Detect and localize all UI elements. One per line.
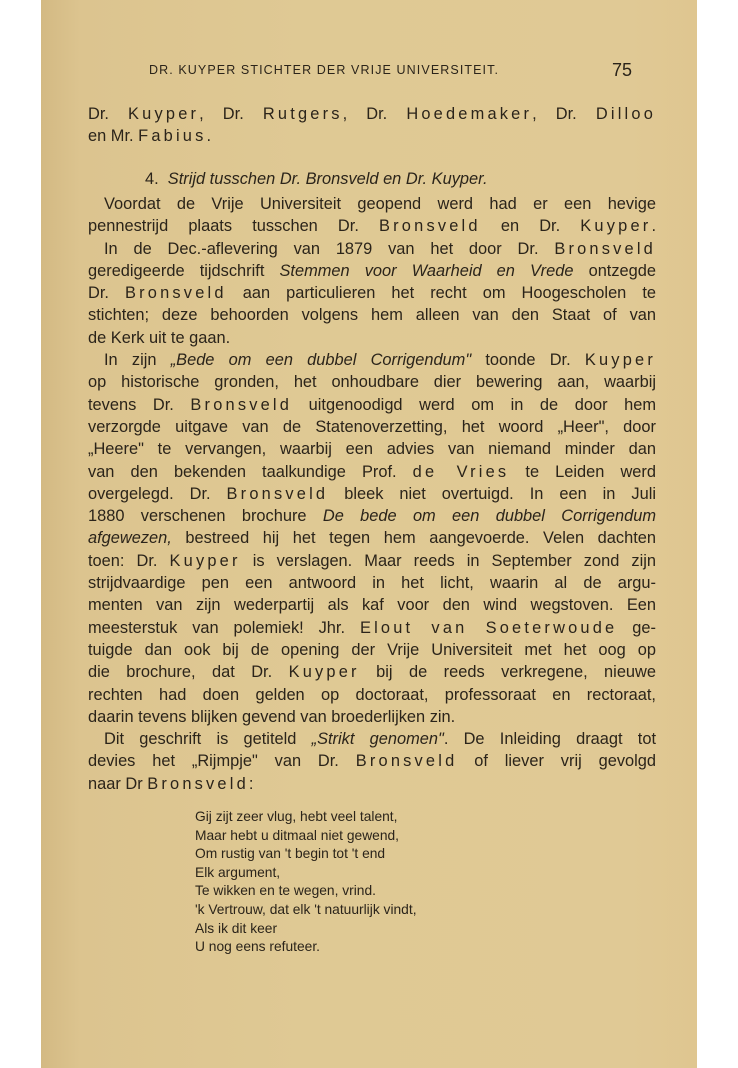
intro-paragraph (88, 103, 656, 148)
poem-quote (195, 808, 417, 957)
poem-line: Gij zijt zeer vlug, hebt veel talent, (195, 809, 398, 824)
text-line (88, 215, 656, 237)
italic-text: „Strikt genomen" (311, 730, 444, 749)
text-segment: en Mr. (88, 127, 139, 146)
text-line (88, 706, 656, 728)
text-line (88, 282, 656, 304)
text-line (88, 773, 656, 795)
text-segment: meesterstuk van polemiek! Jhr. (88, 618, 360, 637)
text-segment: Voordat de Vrije Universiteit geopend werd had er een hevige (104, 195, 656, 213)
text-line (88, 349, 656, 371)
text-segment: , Dr. (342, 105, 407, 123)
section-number: 4. (145, 170, 159, 188)
spaced-name: Kuyper (169, 551, 241, 570)
book-page (41, 0, 697, 1068)
text-segment: tuigde dan ook bij de opening der Vrije Universiteit met het oog op (88, 640, 656, 659)
text-segment: , Dr. (532, 105, 596, 123)
spaced-name: Rutgers (262, 105, 343, 123)
running-header: DR. KUYPER STICHTER DER VRIJE UNIVERSITEIT. (148, 63, 500, 77)
spaced-name: Kuyper (584, 351, 656, 370)
text-segment: : (248, 774, 254, 793)
text-segment: Dr. (88, 105, 129, 123)
spaced-name: Kuyper (128, 105, 200, 123)
text-line (88, 371, 656, 393)
italic-text: afgewezen, (88, 529, 172, 548)
text-segment: devies het „Rijmpje" van Dr. (88, 752, 356, 771)
text-segment: 1880 verschenen brochure (88, 507, 323, 526)
text-segment: daarin tevens blijken gevend van broederlijken zin. (88, 707, 456, 726)
text-segment: , Dr. (199, 105, 263, 123)
text-segment: pennestrijd plaats tusschen Dr. (88, 217, 380, 236)
text-segment: bij de reeds verkregene, nieuwe (359, 663, 656, 682)
text-segment: overgelegd. Dr. (88, 484, 227, 503)
text-line (88, 617, 656, 639)
text-segment: die brochure, dat Dr. (88, 663, 289, 682)
spaced-name: Kuyper (288, 663, 360, 682)
text-line (88, 594, 656, 616)
poem-line: Te wikken en te wegen, vrind. (195, 883, 376, 899)
text-line (88, 684, 656, 706)
spaced-name: Bronsveld (554, 239, 656, 258)
text-segment: In de Dec.-aflevering van 1879 van het door Dr. (104, 239, 555, 258)
text-segment: rechten had doen gelden op doctoraat, professoraat en rectoraat, (88, 685, 656, 704)
text-segment: de Kerk uit te gaan. (88, 328, 231, 347)
text-segment: is verslagen. Maar reeds in September zond zijn (240, 551, 656, 570)
body-text (88, 193, 656, 795)
text-segment: . (206, 127, 212, 146)
text-segment: bestreed hij het tegen hem aangevoerde. Velen dachten (171, 529, 656, 548)
text-segment: aan particulieren het recht om Hoogescholen te (226, 284, 657, 303)
text-segment: ontzegde (573, 261, 657, 280)
section-title: Strijd tusschen Dr. Bronsveld en Dr. Kuyper. (167, 170, 488, 188)
text-line (88, 394, 656, 416)
text-line (88, 527, 656, 549)
poem-line: Om rustig van 't begin tot 't end (195, 846, 386, 862)
text-segment: naar Dr (88, 774, 148, 793)
text-segment: te Leiden werd (509, 462, 656, 481)
text-line (88, 416, 656, 438)
text-line (88, 728, 656, 750)
text-line (88, 461, 656, 483)
text-line (88, 304, 656, 326)
text-line (88, 193, 656, 215)
spaced-name: Bronsveld (355, 752, 458, 771)
italic-text: Stemmen voor Waarheid en Vrede (279, 261, 574, 280)
text-segment: . (651, 217, 656, 236)
spaced-name: Bronsveld (190, 395, 293, 414)
spaced-name: Bronsveld (147, 774, 249, 793)
text-segment: op historische gronden, het onhoudbare dier bewering aan, waarbij (88, 373, 656, 392)
text-segment: tevens Dr. (88, 395, 191, 414)
italic-text: De bede om een dubbel Corrigendum (322, 507, 656, 526)
poem-line: Als ik dit keer (195, 920, 278, 936)
text-segment: menten van zijn wederpartij als kaf voor den wind wegstoven. Een (88, 596, 656, 615)
text-segment: „Heere" te vervangen, waarbij een advies van niemand minder dan (88, 440, 656, 459)
text-segment: uitgenoodigd werd om in de door hem (292, 395, 657, 414)
text-line (88, 103, 656, 125)
text-segment: toonde Dr. (471, 351, 585, 370)
text-segment: Dit geschrift is getiteld (104, 730, 312, 749)
text-line (88, 438, 656, 460)
poem-line: Maar hebt u ditmaal niet gewend, (195, 827, 400, 843)
spaced-name: de Vries (412, 462, 510, 481)
text-line (88, 572, 656, 594)
spaced-name: Kuyper (580, 217, 652, 236)
text-segment: geredigeerde tijdschrift (88, 261, 280, 280)
text-line (88, 125, 656, 147)
page-number: 75 (612, 60, 633, 80)
text-line (88, 505, 656, 527)
text-line (88, 327, 656, 349)
poem-line: Elk argument, (195, 864, 281, 880)
text-line (88, 661, 656, 683)
text-segment: van den bekenden taalkundige Prof. (88, 462, 413, 481)
text-segment: . De Inleiding draagt tot (443, 730, 657, 749)
section-heading (145, 170, 515, 189)
text-segment: of liever vrij gevolgd (457, 752, 656, 771)
text-segment: Dr. (88, 284, 125, 303)
text-segment: In zijn (104, 351, 171, 370)
spaced-name: Elout van Soeterwoude (359, 618, 618, 637)
spaced-name: Dilloo (595, 105, 657, 123)
text-segment: stichten; deze behoorden volgens hem alleen van den Staat of van (88, 306, 656, 325)
text-line (88, 550, 656, 572)
text-line (88, 238, 656, 260)
text-segment: verzorgde uitgave van de Statenoverzetting, het woord „Heer", door (88, 417, 656, 436)
text-line (88, 260, 656, 282)
poem-line: U nog eens refuteer. (195, 939, 321, 955)
italic-text: „Bede om een dubbel Corrigendum" (170, 351, 472, 370)
text-segment: toen: Dr. (88, 551, 170, 570)
poem-line: 'k Vertrouw, dat elk 't natuurlijk vindt, (195, 901, 417, 917)
spaced-name: Fabius (138, 127, 207, 146)
spaced-name: Bronsveld (379, 217, 481, 236)
spaced-name: Hoedemaker (406, 105, 533, 123)
text-line (88, 750, 656, 772)
text-segment: bleek niet overtuigd. In een in Juli (328, 484, 656, 503)
text-segment: strijdvaardige pen een antwoord in het licht, waarin al de argu- (88, 574, 656, 593)
spaced-name: Bronsveld (124, 284, 227, 303)
spaced-name: Bronsveld (226, 484, 329, 503)
text-segment: ge- (617, 618, 656, 637)
text-line (88, 483, 656, 505)
text-line (88, 639, 656, 661)
text-segment: en Dr. (480, 217, 581, 236)
